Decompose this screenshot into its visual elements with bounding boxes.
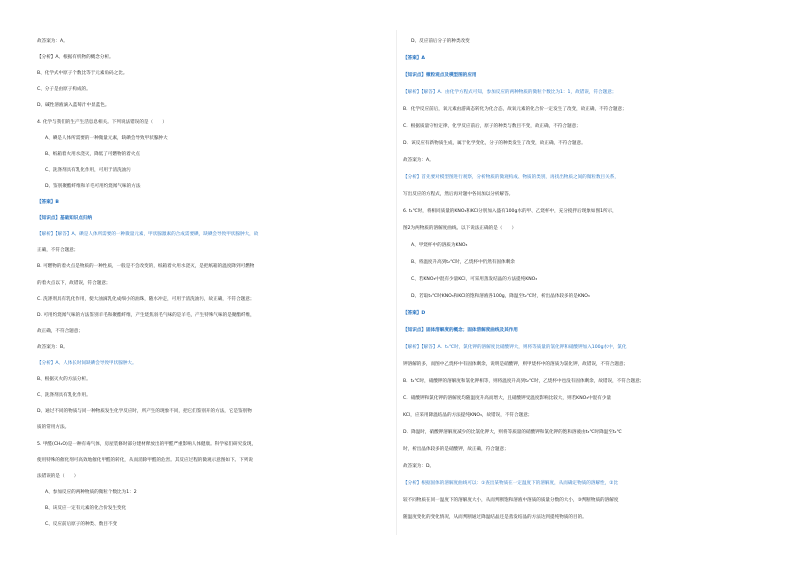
tagged-paragraph-line: 【分析】A、人体长时间缺碘会导致甲状腺肿大。 [37,361,137,366]
text-line: 故答案为：D。 [403,464,435,469]
text-line: C、洗涤剂具有乳化作用。 [37,393,91,399]
text-line: B、化学式中原子个数比等于元素角码之比。 [37,71,128,77]
answer-option: B、将温度升高到t₂℃时，乙烧杯中仍然有固体剩余 [411,260,515,265]
section-tag-line: 【答案】D [403,311,426,316]
tagged-paragraph-line: 【解析】【解答】A．t₁℃时，氯化钾的溶解度比硝酸钾大，则将等质量的氯化钾和硝酸钾加入100g水中，氯化 [403,345,627,350]
section-tag-line: 【知识点】固体溶解度的概念；固体溶解度曲线及其作用 [403,328,518,333]
section-tag-line: 【知识点】微粒观点及模型图的应用 [403,73,477,78]
text-line: 5. 甲醛(CH₂O)是一种有毒气体，房屋装修时部分建材释放出的甲醛严重影响人体健康。科学家们研究发现， [37,441,257,447]
text-line: D．该反应有新物质生成，属于化学变化，分子的种类发生了改变，故正确，不符合题意。 [403,141,586,146]
text-line: 故正确，不符合题意； [37,328,83,334]
answer-option: A、甲烧杯中的溶质为KNO₃ [411,243,468,248]
section-tag-line: 【答案】A [403,56,425,61]
text-line: 6. t₁℃时，将相同质量的KNO₃和KCl分别加入盛有100g水的甲、乙烧杯中，充分搅拌后现象如图1所示， [403,209,617,214]
answer-option: A、参加反应的两种物质的微粒个数比为1：2 [45,489,137,495]
tagged-paragraph-line: 【解析】【解答】A．由化学方程式可知，参加反应的两种物质的微粒个数比为1：1，故错误，符合题意； [403,90,617,95]
text-line: C．硝酸钾和氯化钾的溶解度均随温度升高而增大，且硝酸钾受温度影响比较大，则若KNO₃中混有少量 [403,396,612,401]
text-line: 正确，不符合题意； [37,248,79,254]
text-line: D. 可用灼烧闻气味的方法鉴别羊毛和聚酯纤维，产生烧焦羽毛气味的是羊毛，产生特殊气味的是聚酯纤维， [37,312,255,318]
answer-option: B、纸箱着火用水浇灭，降低了可燃物的着火点 [45,151,141,157]
text-line: B．t₂℃时，硝酸钾的溶解度和氯化钾相等，则将温度升高到t₂℃时，乙烧杯中也没有固体剩余，故错误，不符合题意； [403,379,645,384]
text-line: B. 可燃物的着火点是物质的一种性质，一般是不会改变的，纸箱着火用水浇灭，是把纸箱的温度降到可燃物 [37,264,255,270]
answer-option: B、该反应一定有元素的化合价发生变化 [45,505,127,511]
text-line: B、根据灭火的方法分析。 [37,377,91,383]
text-line: C、分子是由原子构成的。 [37,87,91,93]
text-line: 图2为两物质的溶解度曲线。以下说法正确的是（ ） [403,226,517,231]
tagged-paragraph-line: 【分析】首先要对模型图进行观察，分析物质的微观构成、物质的类别，再找出物质之间的微粒数目关系， [403,175,619,180]
answer-option: C、反应前后原子的种类、数目不变 [45,522,118,527]
text-line: B．化学反应前后，氧元素由游离态转化为化合态，故氧元素的化合价一定发生了改变，故正确，不符合题意； [403,107,627,112]
text-line: 故答案为：B。 [37,344,68,350]
text-line: C. 洗涤剂具有乳化作用，使大油滴乳化成细小的油珠，随水冲走，可用于清洗油污，故正确，不符合题意； [37,296,255,302]
text-line: 时，析出晶体较多的是硝酸钾，故正确，符合题意； [403,447,509,452]
text-line: 4. 化学与我们的生产生活息息相关。下列说法错误的是（ ） [37,119,167,125]
text-line: 较不同物质在同一温度下的溶解度大小，从而判断饱和溶液中溶质的质量分数的大小，③判断物质的溶解度 [403,498,619,503]
text-line: D、碱性溶液滴入蓝莓汁中显蓝色。 [37,103,110,109]
answer-option: D、反应前后分子的种类改变 [411,39,470,44]
text-line: 故答案为：A。 [37,39,68,44]
text-line: 质的常用方法。 [37,425,70,431]
text-line: 随温度变化的变化情况，从而判断通过降温结晶还是蒸发结晶的方法达到提纯物质的目的。 [403,515,587,520]
text-line: C．根据质量守恒定律，化学反应前后，原子的种类与数目不变，故正确，不符合题意； [403,124,581,129]
text-line: 使用特殊的催化剂可高效地催化甲醛的转化，从而消除甲醛的危害。其反应过程的微观示意图如下。下列说 [37,457,253,463]
text-line: D、通过不同的物质与同一种物质发生化学反应时，所产生的现象不同，把它们鉴别开的方法，它是鉴别物 [37,409,252,415]
answer-option: D、若取t₃℃时KNO₃和KCl的饱和溶液各100g，降温至t₂℃时，析出晶体较多的是KNO₃ [411,294,590,299]
column-gutter [396,30,397,535]
answer-option: D、鉴别聚酯纤维和羊毛可用灼烧闻气味的方法 [45,183,141,189]
text-line: 钾溶解的多，而图中乙烧杯中有固体剩余，说明是硝酸钾，则甲烧杯中的溶质为氯化钾，故错误，不符合题意； [403,362,629,367]
text-line: 故答案为：A。 [403,158,434,163]
answer-option: C、若KNO₃中混有少量KCl，可采用蒸发结晶的方法提纯KNO₃ [411,277,538,282]
answer-option: A、碘是人体所需要的一种微量元素，缺碘会导致甲状腺肿大 [45,135,168,141]
section-tag-line: 【知识点】基础知识点归纳 [37,216,93,222]
text-line: D．降温时，硝酸钾溶解度减少的比氯化钾大，则将等质量的硝酸钾和氯化钾的饱和溶液由t₃℃时降温至t₂℃ [403,430,622,435]
tagged-paragraph-line: 【解析】【解答】A、碘是人体所需要的一种微量元素，甲状腺激素的合成需要碘，缺碘会导致甲状腺肿大，故 [37,232,259,238]
answer-option: C、洗涤剂具有乳化作用，可用于清洗油污 [45,167,131,173]
tagged-paragraph-line: 【分析】根据固体的溶解度曲线可以：①查出某物质在一定温度下的溶解度，从而确定物质的溶解性，②比 [403,481,618,486]
text-line: 【分析】A、根据有机物的概念分析。 [37,55,114,61]
text-line: KCl，应采用降温结晶的方法提纯KNO₃，故错误，不符合题意； [403,413,533,418]
text-line: 法错误的是（ ） [37,473,79,479]
section-tag-line: 【答案】B [37,200,59,205]
text-line: 写出反应的方程式，然后再对题中各问加以分析解答。 [403,192,514,197]
text-line: 的着火点以下，故错误，符合题意； [37,280,111,286]
